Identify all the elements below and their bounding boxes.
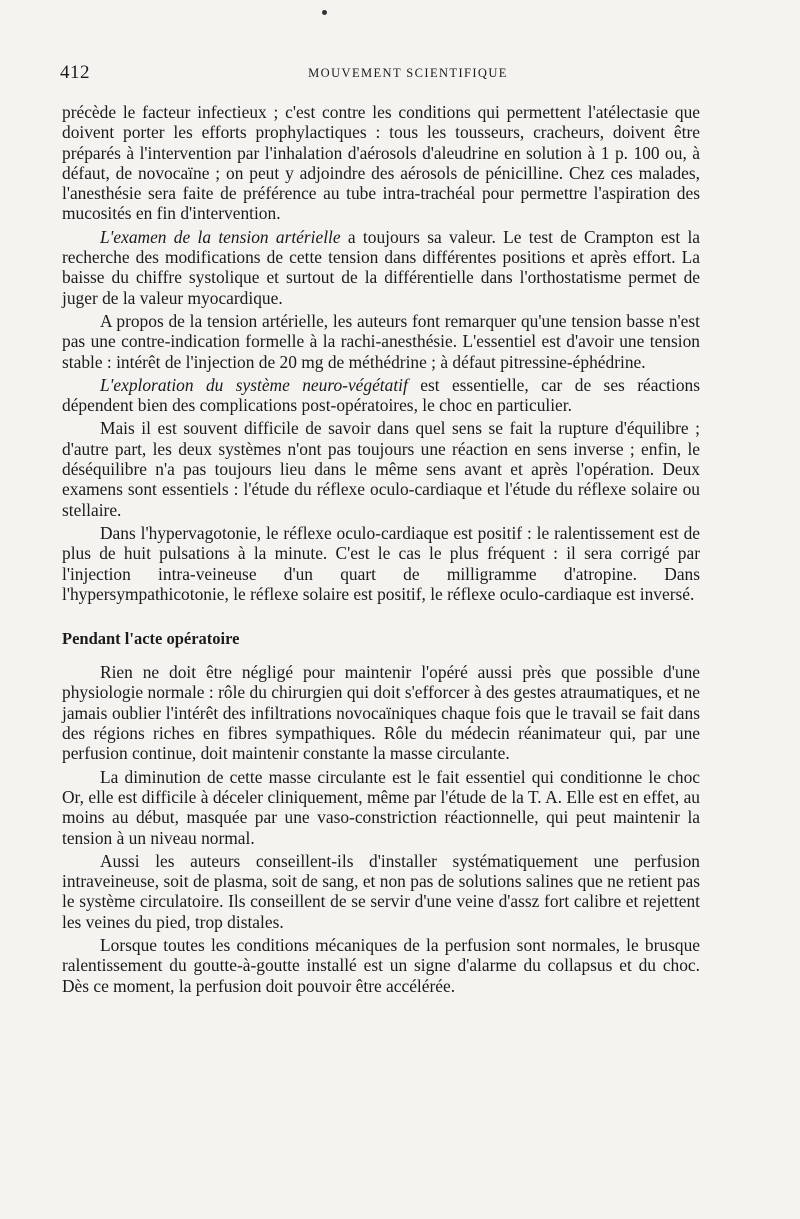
paragraph-5: Mais il est souvent difficile de savoir dans quel sens se fait la rupture d'équilibre ; d'autre part, les deux systèmes n'ont pas toujours une réaction en sens inverse ; enfin, le déséquilibre n'a pas toujours lieu dans le même sens avant et après l'opération. Deux examens sont essentiels : l'étude du réflexe oculo-cardiaque et l'étude du réflexe solaire ou stellaire. [62, 418, 700, 520]
paragraph-2 [62, 227, 700, 308]
paragraph-9: Aussi les auteurs conseillent-ils d'installer systématiquement une perfusion intraveineuse, soit de plasma, soit de sang, et non pas de solutions salines que ne retient pas le système circulatoire. Ils conseillent de se servir d'une veine d'assz fort calibre et rejettent les veines du pied, trop distales. [62, 850, 700, 932]
section-heading: Pendant l'acte opératoire [62, 629, 240, 649]
journal-title: MOUVEMENT SCIENTIFIQUE [308, 66, 508, 80]
paragraph-2-lead: L'examen de la tension artérielle [100, 226, 341, 247]
paragraph-4 [62, 375, 700, 416]
paragraph-4-lead: L'exploration du système neuro-végétatif [100, 374, 408, 395]
paragraph-8: La diminution de cette masse circulante est le fait essentiel qui conditionne le choc Or, elle est difficile à déceler cliniquement, même par l'étude de la T. A. Elle est en effet, au moins au début, masquée par une vaso-constriction réactionnelle, qui peut maintenir la tension à un niveau normal. [62, 766, 700, 848]
paragraph-10: Lorsque toutes les conditions mécaniques de la perfusion sont normales, le brusque ralentissement du goutte-à-goutte installé est un signe d'alarme du collapsus et du choc. Dès ce moment, la perfusion doit pouvoir être accélérée. [62, 934, 700, 996]
paragraph-2-text: a toujours sa valeur. Le test de Crampton est la recherche des modifications de cette tension dans différentes positions et après effort. La baisse du chiffre systolique et surtout de la différentielle dans l'orthostatisme permet de juger de la valeur myocardique. [62, 226, 701, 308]
paragraph-6: Dans l'hypervagotonie, le réflexe oculo-cardiaque est positif : le ralentissement est de plus de huit pulsations à la minute. C'est le cas le plus fréquent : il sera corrigé par l'injection intra-veineuse d'un quart de milligramme d'atropine. Dans l'hypersympathicotonie, le réflexe solaire est positif, le réflexe oculo-cardiaque est inversé. [62, 522, 700, 604]
running-header [60, 62, 716, 86]
article-body [62, 102, 700, 999]
print-speck [322, 10, 327, 15]
page-number: 412 [60, 62, 90, 83]
paragraph-4-text: est essentielle, car de ses réactions dépendent bien des complications post-opératoires, le choc en particulier. [62, 374, 700, 416]
paragraph-7: Rien ne doit être négligé pour maintenir l'opéré aussi près que possible d'une physiologie normale : rôle du chirurgien qui doit s'efforcer à des gestes atraumatiques, et ne jamais oublier l'intérêt des infiltrations novocaïniques chaque fois que le travail se fait dans des régions riches en fibres sympathiques. Rôle du médecin réanimateur qui, par une perfusion continue, doit maintenir constante la masse circulante. [62, 662, 700, 764]
paragraph-3: A propos de la tension artérielle, les auteurs font remarquer qu'une tension basse n'est pas une contre-indication formelle à la rachi-anesthésie. L'essentiel est d'avoir une tension stable : intérêt de l'injection de 20 mg de méthédrine ; à défaut pitressine-éphédrine. [62, 310, 700, 372]
paragraph-1: précède le facteur infectieux ; c'est contre les conditions qui permettent l'atélectasie que doivent porter les efforts prophylactiques : tous les tousseurs, cracheurs, doivent être préparés à l'intervention par l'inhalation d'aérosols d'aleudrine en solution à 1 p. 100 ou, à défaut, de novocaïne ; on peut y adjoindre des aérosols de pénicilline. Chez ces malades, l'anesthésie sera faite de préférence au tube intra-trachéal pour permettre l'aspiration des mucosités en fin d'intervention. [62, 102, 700, 224]
